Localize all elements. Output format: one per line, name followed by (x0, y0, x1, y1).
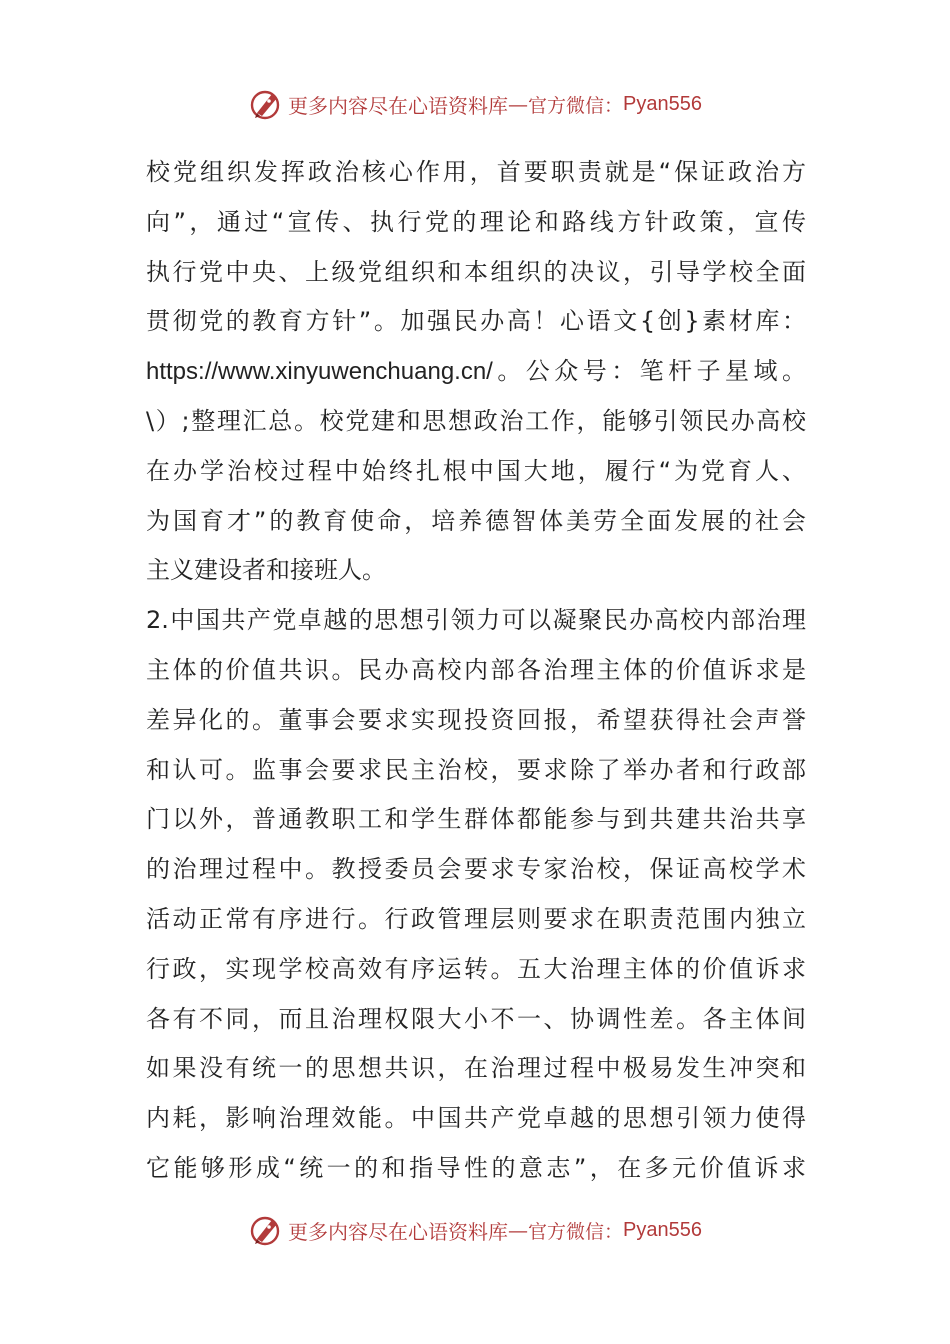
body-line: 2.中国共产党卓越的思想引领力可以凝聚民办高校内部治理 (146, 606, 806, 635)
body-line: 主体的价值共识。民办高校内部各治理主体的价值诉求是 (146, 655, 806, 684)
pen-nib-logo-icon (248, 1212, 284, 1248)
body-line: 的治理过程中。教授委员会要求专家治校，保证高校学术 (146, 855, 806, 884)
body-line: \）;整理汇总。校党建和思想政治工作，能够引领民办高校 (146, 406, 806, 435)
body-line: 行政，实现学校高效有序运转。五大治理主体的价值诉求 (146, 954, 806, 983)
body-line: 活动正常有序进行。行政管理层则要求在职责范围内独立 (146, 904, 806, 933)
footer-watermark (0, 1210, 950, 1250)
pen-nib-logo-icon (248, 86, 284, 122)
body-line: 为国育才”的教育使命，培养德智体美劳全面发展的社会 (146, 506, 806, 535)
watermark-contact-id: Pyan556 (623, 92, 702, 115)
header-watermark (0, 84, 950, 124)
body-line: 各有不同，而且治理权限大小不一、协调性差。各主体间 (146, 1004, 806, 1033)
body-line: 在办学治校过程中始终扎根中国大地，履行“为党育人、 (146, 456, 806, 485)
watermark-contact-id: Pyan556 (623, 1218, 702, 1241)
body-line: 主义建设者和接班人。 (146, 556, 386, 585)
body-line: 门以外，普通教职工和学生群体都能参与到共建共治共享 (146, 805, 806, 834)
body-line: 贯彻党的教育方针”。加强民办高！心语文{创}素材库： (146, 307, 806, 336)
watermark-separator: — (508, 1218, 528, 1242)
body-line: 它能够形成“统一的和指导性的意志”，在多元价值诉求 (146, 1153, 806, 1182)
watermark-title: 更多内容尽在心语资料库 (288, 1219, 508, 1244)
body-line: 和认可。监事会要求民主治校，要求除了举办者和行政部 (146, 755, 806, 784)
body-line: 校党组织发挥政治核心作用，首要职责就是“保证政治方 (146, 158, 806, 186)
body-text (146, 148, 806, 1194)
body-line: 内耗，影响治理效能。中国共产党卓越的思想引领力使得 (146, 1104, 806, 1133)
body-line: 差异化的。董事会要求实现投资回报，希望获得社会声誉 (146, 705, 806, 734)
watermark-contact-label: 官方微信： (528, 1220, 624, 1243)
watermark-separator: — (508, 92, 528, 116)
watermark-contact-label: 官方微信： (528, 94, 624, 117)
watermark-title: 更多内容尽在心语资料库 (288, 93, 508, 118)
body-line: 向”，通过“宣传、执行党的理论和路线方针政策，宣传 (146, 207, 806, 236)
body-line: 如果没有统一的思想共识，在治理过程中极易发生冲突和 (146, 1054, 806, 1083)
body-line: 执行党中央、上级党组织和本组织的决议，引导学校全面 (146, 257, 806, 286)
body-line-url: https://www.xinyuwenchuang.cn/。公众号：笔杆子星域。 (146, 358, 806, 386)
